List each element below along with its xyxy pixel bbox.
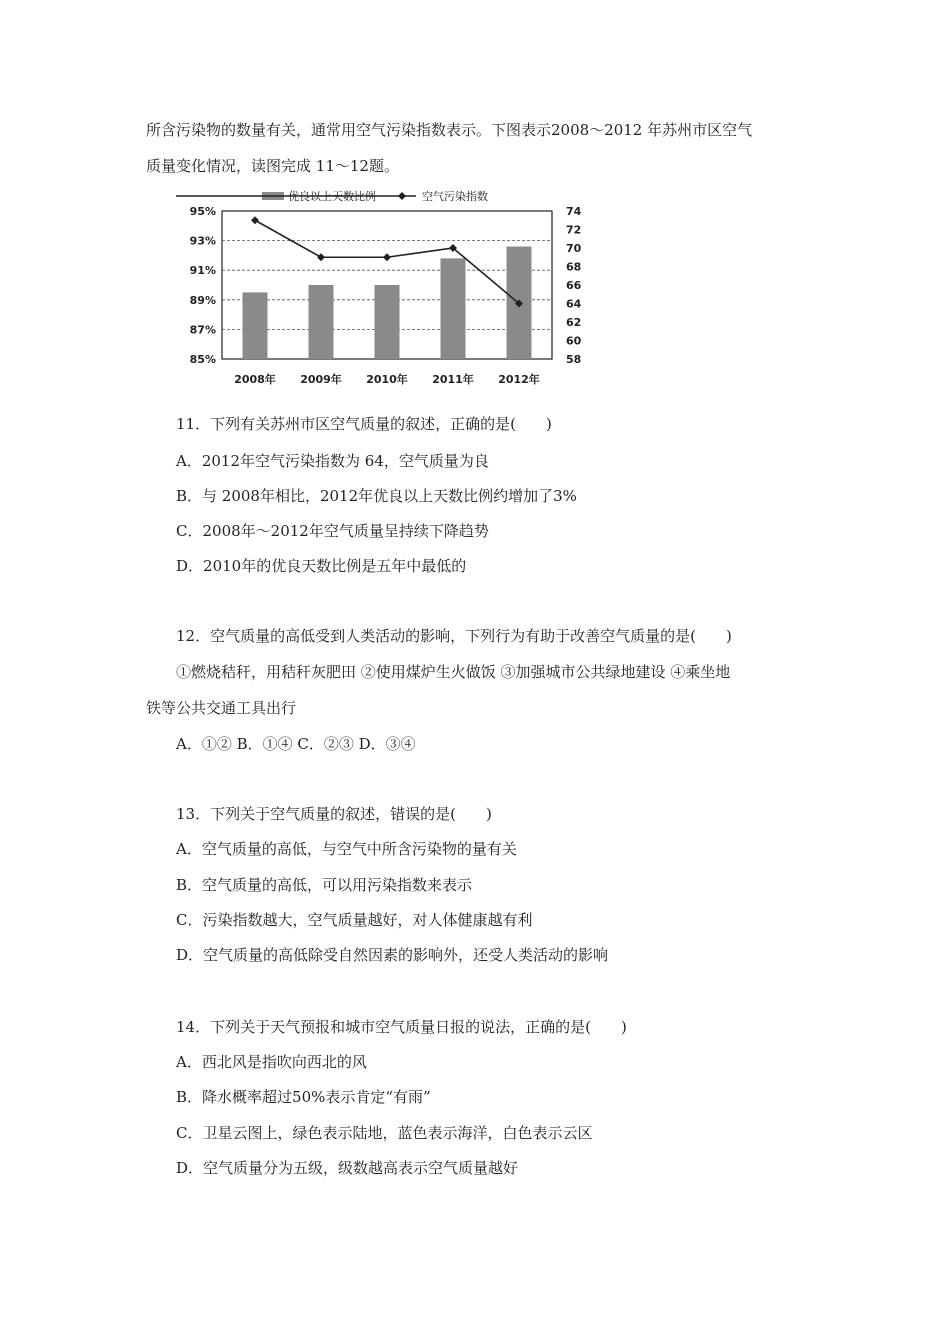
legend-line-label: 空气污染指数 [422,190,488,203]
left-tick-label: 95% [189,205,216,218]
question-14-option-b: B．降水概率超过50%表示肯定“有雨” [176,1088,431,1106]
left-tick-label: 89% [189,293,216,307]
right-tick-label: 58 [566,353,582,366]
question-13-option-b: B．空气质量的高低，可以用污染指数来表示 [176,876,473,894]
question-14-stem: 14．下列关于天气预报和城市空气质量日报的说法，正确的是( ) [176,1018,627,1036]
point-2009年 [317,253,325,261]
right-tick-label: 60 [566,334,582,348]
question-13-option-c: C．污染指数越大，空气质量越好，对人体健康越有利 [176,911,533,929]
question-12-statement-2: 铁等公共交通工具出行 [146,699,297,717]
x-tick-label: 2008年 [234,373,276,386]
right-tick-label: 70 [566,242,582,255]
bar-2008年 [243,292,268,359]
question-14-option-c: C．卫星云图上，绿色表示陆地，蓝色表示海洋，白色表示云区 [176,1124,593,1142]
question-12-statement-1: ①燃烧秸秆，用秸秆灰肥田 ②使用煤炉生火做饭 ③加强城市公共绿地建设 ④乘坐地 [176,663,731,681]
question-11-stem: 11．下列有关苏州市区空气质量的叙述，正确的是( ) [176,415,552,433]
question-12-stem: 12．空气质量的高低受到人类活动的影响，下列行为有助于改善空气质量的是( ) [176,627,732,645]
right-tick-label: 66 [566,279,582,292]
left-tick-label: 87% [189,323,216,337]
question-11-option-d: D．2010年的优良天数比例是五年中最低的 [176,557,467,575]
right-tick-label: 62 [566,316,582,329]
x-tick-label: 2010年 [366,373,408,386]
question-14-option-a: A．西北风是指吹向西北的风 [176,1053,367,1071]
x-tick-label: 2011年 [432,373,474,386]
point-2008年 [251,216,259,224]
air-quality-chart [176,182,596,397]
question-11-option-a: A．2012年空气污染指数为 64，空气质量为良 [176,452,489,470]
left-tick-label: 93% [189,234,216,248]
left-tick-label: 91% [189,264,216,278]
bar-2010年 [375,285,400,359]
right-tick-label: 64 [566,297,582,311]
intro-line-1: 所含污染物的数量有关，通常用空气污染指数表示。下图表示2008～2012 年苏州市区空气 [146,121,753,139]
x-tick-label: 2012年 [498,373,540,386]
bar-2009年 [309,285,334,359]
point-2010年 [383,253,391,261]
right-tick-label: 68 [566,260,582,274]
question-13-option-a: A．空气质量的高低，与空气中所含污染物的量有关 [176,840,517,858]
left-tick-label: 85% [189,353,216,366]
legend-bar-label: 优良以上天数比例 [288,190,376,203]
intro-line-2: 质量变化情况，读图完成 11～12题。 [146,157,399,175]
bar-layer [243,247,532,359]
question-11-option-b: B．与 2008年相比，2012年优良以上天数比例约增加了3% [176,487,577,505]
question-12-options: A．①② B．①④ C．②③ D．③④ [176,735,416,753]
right-tick-label: 72 [566,223,582,237]
bar-2011年 [441,258,466,359]
legend-line-marker [398,192,406,200]
question-11-option-c: C．2008年～2012年空气质量呈持续下降趋势 [176,522,489,540]
right-axis-ticks [566,205,582,366]
x-tick-label: 2009年 [300,373,342,386]
question-13-option-d: D．空气质量的高低除受自然因素的影响外，还受人类活动的影响 [176,946,609,964]
question-14-option-d: D．空气质量分为五级，级数越高表示空气质量越好 [176,1159,519,1177]
left-axis-ticks [190,205,216,366]
right-tick-label: 74 [566,205,582,218]
x-axis-ticks [234,372,540,386]
question-13-stem: 13．下列关于空气质量的叙述，错误的是( ) [176,805,492,823]
